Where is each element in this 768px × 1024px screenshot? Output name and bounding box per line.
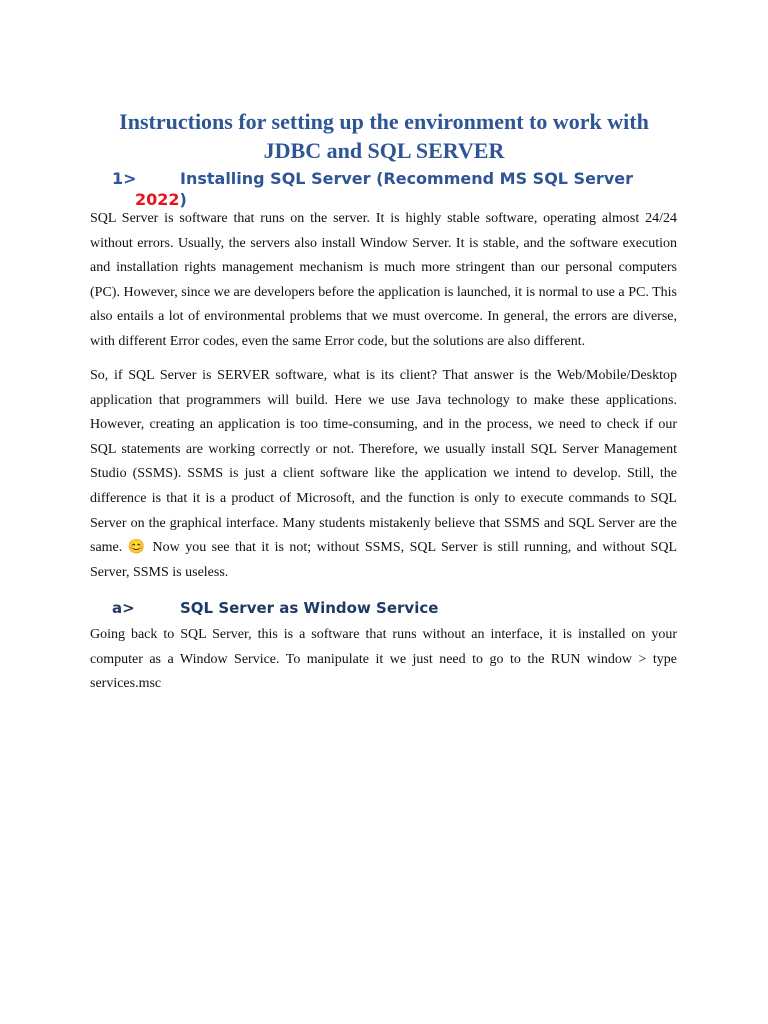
section-1-heading-year: 2022 [135,190,180,209]
section-1-paragraph-2: So, if SQL Server is SERVER software, what is its client? That answer is the Web/Mobile/Desktop application that programmers will build. Here we use Java technology to make these applications. However, creating an application is too time-consuming, and in the process, we need to check if our SQL statements are working correctly or not. Therefore, we usually install SQL Server Management Studio (SSMS). SSMS is just a client software like the application we intend to develop. Still, the difference is that it is a product of Microsoft, and the function is only to execute commands to SQL Server on the graphical interface. Many students mistakenly believe that SSMS and SQL Server are the same. 😊 Now you see that it is not; without SSMS, SQL Server is still running, and without SQL Server, SSMS is useless. [90,368,677,580]
subsection-a-heading-text: SQL Server as Window Service [180,599,439,617]
document-title: Instructions for setting up the environment to work with JDBC and SQL SERVER [119,109,649,163]
section-1-heading [112,168,672,210]
subsection-a-heading [112,598,672,618]
section-1-paragraph-1: SQL Server is software that runs on the server. It is highly stable software, operating almost 24/24 without errors. Usually, the servers also install Window Server. It is stable, and the software execution and installation rights management mechanism is much more stringent than our personal computers (PC). However, since we are developers before the application is launched, it is normal to use a PC. This also entails a lot of environmental problems that we must overcome. In general, the errors are diverse, with different Error codes, even the same Error code, but the solutions are also different. [90,211,677,349]
subsection-a-number: a> [112,599,135,617]
section-1-heading-close: ) [179,190,187,209]
subsection-a-paragraph: Going back to SQL Server, this is a software that runs without an interface, it is installed on your computer as a Window Service. To manipulate it we just need to go to the RUN window > type services.msc [90,627,677,692]
section-1-heading-text: Installing SQL Server (Recommend MS SQL Server [180,169,633,188]
section-1-number: 1> [112,169,137,188]
